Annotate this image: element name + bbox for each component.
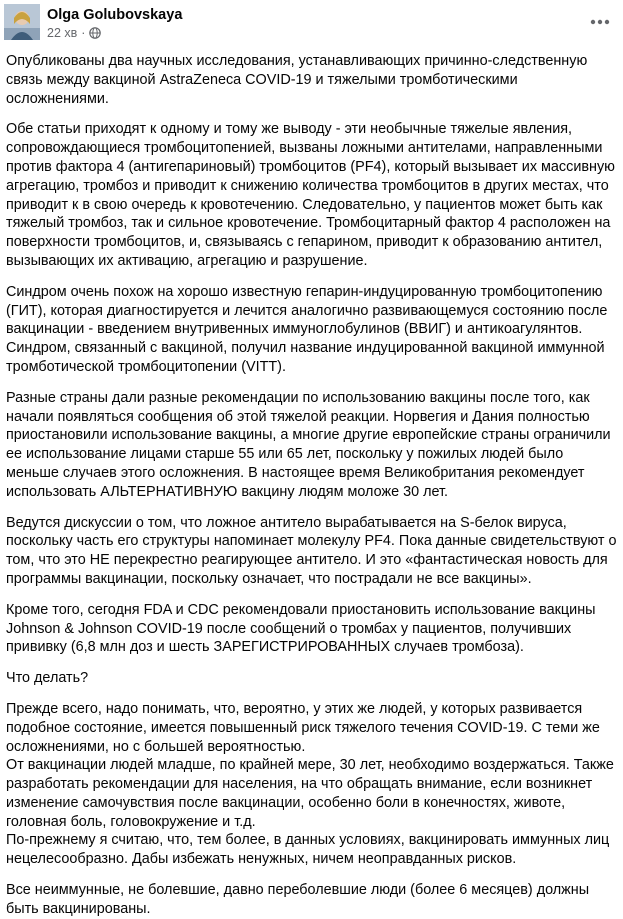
post-meta [47, 26, 101, 40]
post-paragraph-5: Ведутся дискуссии о том, что ложное антитело вырабатывается на S-белок вируса, поскольку часть его структуры напоминает молекулу PF4. Пока данные свидетельствуют о том, что это НЕ перекрестно реагирующее антитело. И это «фантастическая новость для программы вакцинации, поскольку означает, что пострадали не все вакцины». [6, 514, 617, 587]
post-paragraph-6: Кроме того, сегодня FDA и CDC рекомендовали приостановить использование вакцины Johnson & Johnson COVID-19 после сообщений о тромбах у пациентов, получивших прививку (6,8 млн доз и шесть ЗАРЕГИСТРИРОВАННЫХ случаев тромбоза). [6, 601, 596, 656]
globe-icon[interactable] [89, 27, 101, 39]
more-horizontal-icon [590, 19, 610, 25]
post-paragraph-8: Прежде всего, надо понимать, что, вероятно, у этих же людей, у которых развивается подобное состояние, имеется повышенный риск тяжелого течения COVID-19. С теми же осложнениями, но с большей вероятностью. От вакцинации людей младше, по крайней мере, 30 лет, необходимо воздержаться. Также разработать рекомендации для населения, на что обращать внимание, если возникнет изменение самочувствия после вакцинации, особенно боли в конечностях, животе, головная боль, головокружение и т.д. По-прежнему я считаю, что, тем более, в данных условиях, вакцинировать иммунных лиц нецелесообразно. Дабы избежать ненужных, ничем неоправданных рисков. [6, 700, 614, 868]
post-paragraph-2: Обе статьи приходят к одному и тому же выводу - эти необычные тяжелые явления, сопровождающиеся тромбоцитопенией, вызваны ложными антителами, направленными против фактора 4 (антигепариновый) тромбоцитов (PF4), который вызывает их массивную агрегацию, тромбоз и приводит к снижению количества тромбоцитов в других местах, что приводит к в свою очередь к кровотечению. Следовательно, у пациентов может быть как тяжелый тромбоз, так и сильное кровотечение. Тромбоцитарный фактор 4 расположен на поверхности тромбоцитов, и, связываясь с гепарином, приводит к образованию антител, вызывающих их активацию, агрегацию и разрушение. [6, 121, 615, 269]
author-avatar[interactable] [4, 4, 40, 40]
post-paragraph-7: Что делать? [6, 670, 89, 687]
post-timestamp[interactable]: 22 хв [47, 26, 78, 40]
post-body [6, 52, 620, 919]
avatar-photo [4, 4, 40, 40]
post-header [0, 0, 623, 46]
author-name[interactable]: Olga Golubovskaya [47, 7, 183, 23]
post-paragraph-3: Синдром очень похож на хорошо известную гепарин-индуцированную тромбоцитопению (ГИТ), которая диагностируется и лечится аналогично развивающемуся состоянию после вакцинации - введением внутривенных иммуноглобулинов (ВВИГ) и антикоагулянтов. Синдром, связанный с вакциной, получил название индуцированной вакциной иммунной тромботической тромбоцитопении (VITT). [6, 283, 608, 375]
post-paragraph-9: Все неиммунные, не болевшие, давно переболевшие люди (более 6 месяцев) должны быть вакцинированы. [6, 882, 590, 917]
more-options-button[interactable] [584, 6, 616, 38]
meta-separator: · [81, 26, 86, 40]
post-paragraph-4: Разные страны дали разные рекомендации по использованию вакцины после того, как начали появляться сообщения об этой тяжелой реакции. Норвегия и Дания полностью приостановили использование вакцины, а многие другие европейские страны ограничили ее использование лицами старше 55 или 65 лет, поскольку у пожилых людей было меньше случаев этого осложнения. В настоящее время Великобритания рекомендует использовать АЛЬТЕРНАТИВНУЮ вакцину людям моложе 30 лет. [6, 389, 611, 500]
post-paragraph-1: Опубликованы два научных исследования, устанавливающих причинно-следственную связь между вакциной AstraZeneca COVID-19 и тяжелыми тромботическими осложнениями. [6, 53, 588, 107]
